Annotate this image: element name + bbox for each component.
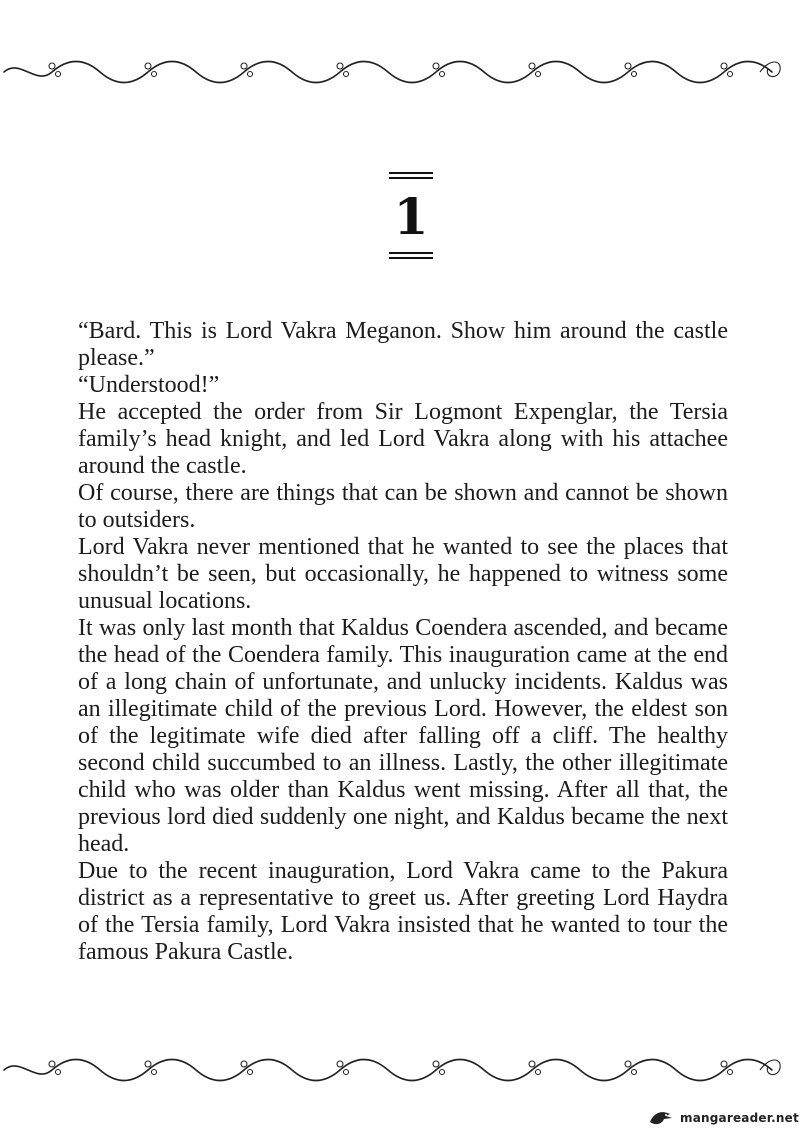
paragraph: Lord Vakra never mentioned that he wanted to see the places that shouldn’t be seen, but occasionally, he happened to witness some unusual locations.: [78, 534, 728, 614]
paragraph: “Understood!”: [78, 372, 220, 398]
chapter-body: [78, 318, 728, 966]
watermark-text: mangareader.net: [680, 1111, 799, 1125]
paragraph: He accepted the order from Sir Logmont Expenglar, the Tersia family’s head knight, and led Lord Vakra along with his attachee around the castle.: [78, 399, 728, 479]
paragraph: Of course, there are things that can be shown and cannot be shown to outsiders.: [78, 480, 728, 533]
chapter-rule-bottom-inner: [389, 252, 433, 254]
dragon-logo-icon: [648, 1108, 674, 1128]
top-ornamental-border: [0, 50, 800, 90]
paragraph: Due to the recent inauguration, Lord Vakra came to the Pakura district as a representative to greet us. After greeting Lord Haydra of the Tersia family, Lord Vakra insisted that he wanted to tour the famous Pakura Castle.: [78, 858, 728, 965]
chapter-number: 1: [393, 187, 429, 246]
site-watermark: [648, 1106, 799, 1130]
bottom-ornamental-border: [0, 1050, 800, 1090]
chapter-rule-top: [389, 172, 433, 174]
paragraph: “Bard. This is Lord Vakra Meganon. Show him around the castle please.”: [78, 318, 728, 371]
chapter-heading: [383, 172, 439, 264]
chapter-rule-top-inner: [389, 177, 433, 179]
paragraph: It was only last month that Kaldus Coendera ascended, and became the head of the Coendera family. This inauguration came at the end of a long chain of unfortunate, and unlucky incidents. Kaldus was an illegitimate child of the previous Lord. However, the eldest son of the legitimate wife died after falling off a cliff. The healthy second child succumbed to an illness. Lastly, the other illegitimate child who was older than Kaldus went missing. After all that, the previous lord died suddenly one night, and Kaldus became the next head.: [78, 615, 728, 857]
chapter-rule-bottom: [389, 257, 433, 259]
